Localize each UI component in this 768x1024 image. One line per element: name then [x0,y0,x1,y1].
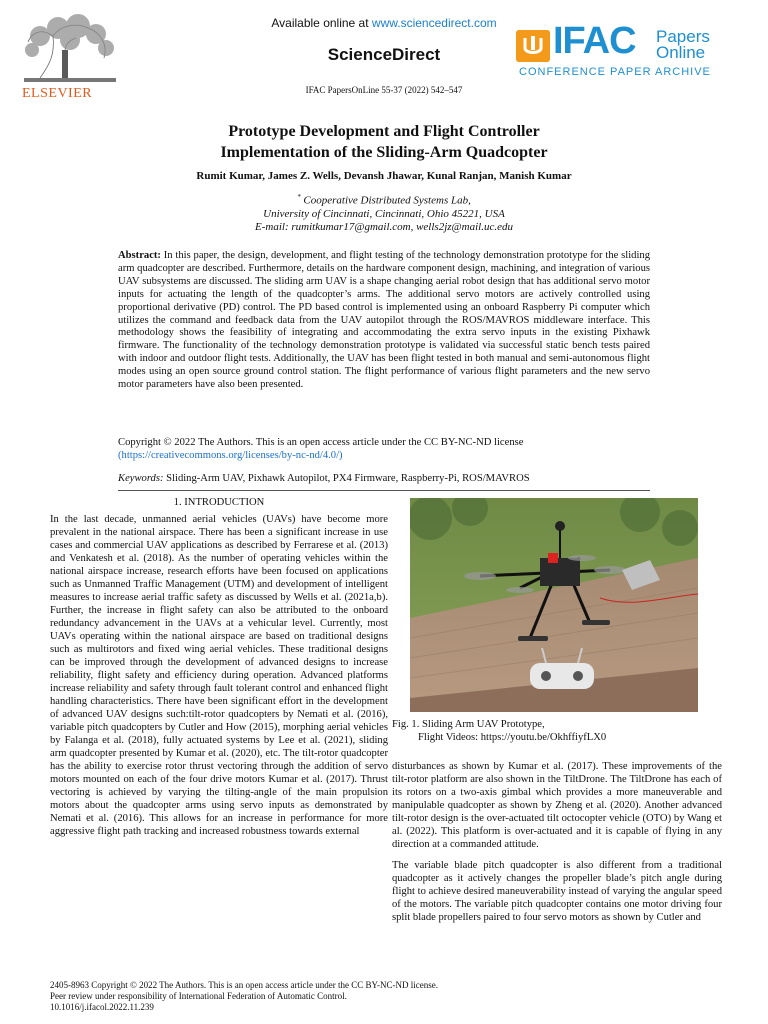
paper-title [0,121,768,163]
affiliation-line-1: Cooperative Distributed Systems Lab, [303,194,471,207]
author-list: Rumit Kumar, James Z. Wells, Devansh Jhawar, Kunal Ranjan, Manish Kumar [196,170,572,182]
availability-prefix: Available online at [271,16,372,30]
right-column [392,718,722,932]
abstract-label: Abstract: [118,250,161,261]
affiliation-line-2: University of Cincinnati, Cincinnati, Ohio 45221, USA [263,207,505,220]
affiliation-mark: * [297,193,301,201]
elsevier-wordmark: ELSEVIER [22,86,93,101]
right-paragraph-1: disturbances as shown by Kumar et al. (2017). These improvements of the tilt-rotor platform are also shown in the TiltDrone. The TiltDrone has each of its rotors on a two-axis gimbal which provides a more maneuverable and manipulable quadcopter as shown by Zheng et al. (2020). Another advanced tilt-rotor design is the over-actuated tilt octocopter vehicle (OTO) by Wang et al. (2022). This platform is over-actuated and it is capable of flying in any direction at a commanded attitude. [392,761,722,850]
footer-doi: 10.1016/j.ifacol.2022.11.239 [50,1002,154,1012]
right-paragraph-2: The variable blade pitch quadcopter is also different from a traditional quadcopter as it actively changes the propeller blade’s pitch angle during flight to achieve desired maneuverability instead of varying the angular speed of the motors. The variable pitch quadcopter contains one motor driving four split blade propellers paired to four servo motors as shown by Cutler and [392,860,722,923]
section-heading: 1. INTRODUCTION [173,497,265,508]
copyright-line: Copyright © 2022 The Authors. This is an open access article under the CC BY-NC-ND license [118,437,524,448]
uav-prototype-photo [410,498,698,712]
conference-archive-text: CONFERENCE PAPER ARCHIVE [519,66,711,78]
online-word: Online [656,43,706,62]
figure-caption [392,718,722,744]
abstract [118,250,650,392]
intro-paragraph: In the last decade, unmanned aerial vehicles (UAVs) have become more prevalent in the national airspace. There has been a significant increase in use cases and commercial UAV applications as described by Ferrarese et al. (2013) and Venkatesh et al. (2018). As the number of operating vehicles within the national airspace increase, research efforts have been focused on applications such as Unmanned Traffic Management (UTM) and development of intelligent measures to increase aerial traffic safety as discussed by Wells et al. (2021a,b). Further, the increase in flight safety can also be attributed to the onboard redundancy advancement in the UAVs at a vehicular level. Currently, most UAVs operating within the national airspace are based on traditional designs such as multirotors and fixed wing aerial vehicles. These traditional designs can be improved through the development of advanced designs to increase reliability, flight safety and efficiency during operation. Advanced platforms increase reliability and safety through fault tolerant control and enhanced flight handling characteristics. There have been significant effort in the development of advanced UAV designs such:tilt-rotor quadcopters by Nemati et al. (2016), variable pitch quadcopters by Cutler and How (2015), morphing aerial vehicles by Falanga et al. (2018), fully actuated systems by Lee et al. (2021), sliding arm quadcopter presented by Kumar et al. (2020), etc. The tilt-rotor quadcopter has the ability to exercise rotor thrust vectoring through the addition of servo motors mounted on each of the four drive motors Kumar et al. (2017). Thrust vectoring is achieved by varying the tilting-angle of the main propulsion motors about the quadcopter arms using servo inputs as demonstrated by Nemati et al. (2016). This allows for an increase in performance for more aggressive flight path tracking and increased robustness towards external [50,514,388,837]
left-column [50,496,388,838]
papers-online-text [656,29,710,61]
affiliation [0,191,768,234]
figure-caption-line-2: Flight Videos: https://youtu.be/OkhffiyfLX0 [418,732,607,743]
keywords-text: Sliding-Arm UAV, Pixhawk Autopilot, PX4 Firmware, Raspberry-Pi, ROS/MAVROS [163,473,530,484]
papers-word: Papers [656,27,710,46]
ifac-mark-logo [516,30,550,62]
abstract-text: In this paper, the design, development, and flight testing of the technology demonstration prototype for the sliding arm quadcopter are described. Furthermore, details on the hardware component design, machining, and integration of various UAV subsystems are discussed. The sliding arm UAV is a shape changing aerial robot design that has additional servo motor inputs for actuating the length of the quadcopter’s arms. The additional servo motors are actively controlled using proportional derivative (PD) control. The PD based control is implemented using an onboard Raspberry Pi computer which utilizes the command and feedback data from the UAV autopilot through the ROS/MAVROS middleware interface. This methodology shows the feasibility of integrating and accommodating the extra servo inputs in the existing Pixhawk firmware. The functionality of the technology demonstration prototype is validated via successful static bench tests paired with indoor and outdoor flight tests. Additionally, the UAV has been flight tested in both manual and semi-autonomous flight modes using an open source ground control station. The flight performance of various flight parameters and the new servo motor parameters have also been presented. [118,250,650,391]
availability-line [0,16,768,30]
copyright-notice [118,436,650,462]
title-line-2: Implementation of the Sliding-Arm Quadcopter [220,144,548,161]
page-footer [50,980,438,1013]
ifac-logo-text: IFAC [553,20,636,62]
sciencedirect-link[interactable]: www.sciencedirect.com [371,16,497,30]
footer-peer-review: Peer review under responsibility of International Federation of Automatic Control. [50,991,347,1001]
keywords [118,473,650,484]
sciencedirect-title: ScienceDirect [327,45,441,64]
divider [118,490,650,491]
keywords-label: Keywords: [118,473,164,484]
figure-caption-line-1: Fig. 1. Sliding Arm UAV Prototype, [392,719,545,730]
affiliation-email: E-mail: rumitkumar17@gmail.com, wells2jz@mail.uc.edu [255,220,513,233]
journal-citation: IFAC PapersOnLine 55-37 (2022) 542–547 [305,85,463,95]
title-line-1: Prototype Development and Flight Controller [228,123,540,140]
license-link[interactable]: (https://creativecommons.org/licenses/by-nc-nd/4.0/) [118,450,343,461]
footer-copyright: 2405-8963 Copyright © 2022 The Authors. This is an open access article under the CC BY-NC-ND license. [50,980,438,990]
